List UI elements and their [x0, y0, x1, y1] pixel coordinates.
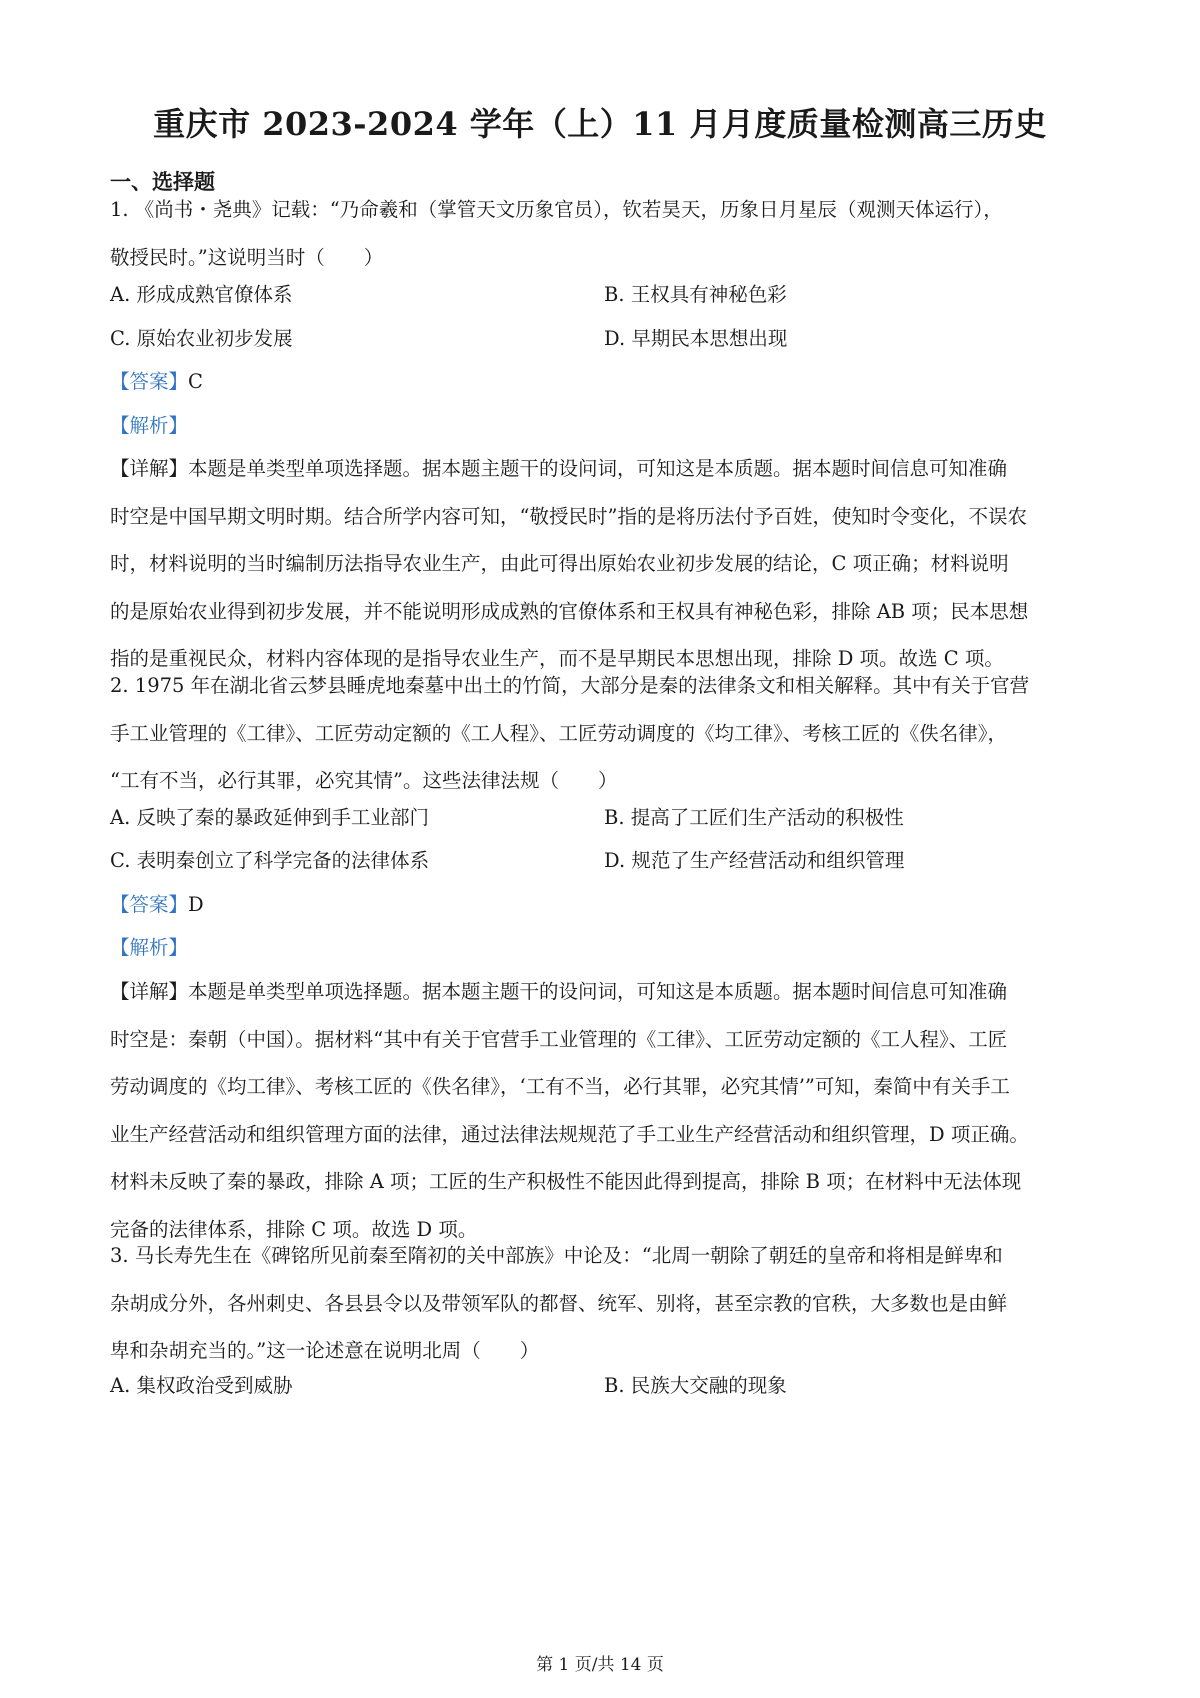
detail-line: 时空是中国早期文明时期。结合所学内容可知，“敬授民时”指的是将历法付予百姓，使知时令变化，不误农 — [110, 504, 1027, 528]
detail-line: 时，材料说明的当时编制历法指导农业生产，由此可得出原始农业初步发展的结论，C 项正确；材料说明 — [110, 552, 1009, 575]
question-2-option-b: B. 提高了工匠们生产活动的积极性 — [604, 806, 904, 829]
detail-label: 【详解】 — [110, 457, 189, 480]
question-3-option-b: B. 民族大交融的现象 — [604, 1374, 787, 1397]
question-2-stem-line: 2. 1975 年在湖北省云梦县睡虎地秦墓中出土的竹简，大部分是秦的法律条文和相关解释。其中有关于官营 — [110, 674, 1030, 697]
question-2-answer — [110, 891, 204, 919]
answer-label: 【答案】 — [110, 370, 189, 393]
question-1-option-d: D. 早期民本思想出现 — [604, 327, 788, 350]
question-1-detail — [110, 445, 1102, 683]
question-3-stem-line: 3. 马长寿先生在《碑铭所见前秦至隋初的关中部族》中论及：“北周一朝除了朝廷的皇帝和将相是鲜卑和 — [110, 1244, 1003, 1267]
question-2-detail — [110, 968, 1102, 1253]
question-2-analysis-label: 【解析】 — [110, 936, 189, 959]
question-2-option-c: C. 表明秦创立了科学完备的法律体系 — [110, 849, 430, 872]
section-heading: 一、选择题 — [110, 169, 215, 194]
detail-line — [110, 968, 1102, 1016]
detail-line — [110, 445, 1102, 493]
detail-line: 材料未反映了秦的暴政，排除 A 项；工匠的生产积极性不能因此得到提高，排除 B 项；在材料中无法体现 — [110, 1170, 1022, 1193]
question-3-stem-line: 杂胡成分外，各州刺史、各县县令以及带领军队的都督、统军、别将，甚至宗教的官秩，大多数也是由鲜 — [110, 1291, 1008, 1315]
question-2-option-a: A. 反映了秦的暴政延伸到手工业部门 — [110, 806, 429, 829]
question-2-stem-line: 手工业管理的《工律》、工匠劳动定额的《工人程》、工匠劳动调度的《均工律》、考核工匠的《佚名律》， — [110, 721, 1008, 745]
question-2-option-d: D. 规范了生产经营活动和组织管理 — [604, 849, 905, 872]
question-1-option-c: C. 原始农业初步发展 — [110, 327, 293, 350]
page-title: 重庆市 2023-2024 学年（上）11 月月度质量检测高三历史 — [153, 105, 1047, 143]
question-1-stem — [110, 186, 1102, 281]
question-1-stem-line: 敬授民时。”这说明当时（ ） — [110, 245, 384, 269]
answer-value: D — [188, 893, 204, 916]
question-3-option-a: A. 集权政治受到威胁 — [110, 1374, 293, 1397]
detail-line: 的是原始农业得到初步发展，并不能说明形成成熟的官僚体系和王权具有神秘色彩，排除 AB 项；民本思想 — [110, 599, 1029, 623]
detail-line: 劳动调度的《均工律》、考核工匠的《佚名律》，‘工有不当，必行其罪，必究其情’”可知，秦简中有关手工 — [110, 1075, 1010, 1098]
question-3-stem — [110, 1232, 1102, 1375]
question-1-option-a: A. 形成成熟官僚体系 — [110, 283, 293, 306]
detail-text: 本题是单类型单项选择题。据本题主题干的设问词，可知这是本质题。据本题时间信息可知准确 — [188, 980, 1008, 1003]
detail-label: 【详解】 — [110, 980, 189, 1003]
question-2-stem-line: “工有不当，必行其罪，必究其情”。这些法律法规（ ） — [110, 769, 618, 792]
question-2-stem — [110, 662, 1102, 805]
answer-value: C — [188, 370, 203, 393]
question-1-answer — [110, 368, 203, 396]
detail-line: 业生产经营活动和组织管理方面的法律，通过法律法规规范了手工业生产经营活动和组织管理，D 项正确。 — [110, 1122, 1029, 1146]
question-1-analysis-label: 【解析】 — [110, 414, 189, 437]
question-1-option-b: B. 王权具有神秘色彩 — [604, 283, 787, 306]
detail-text: 本题是单类型单项选择题。据本题主题干的设问词，可知这是本质题。据本题时间信息可知准确 — [188, 457, 1008, 480]
answer-label: 【答案】 — [110, 893, 189, 916]
question-1-stem-line: 1. 《尚书・尧典》记载：“乃命羲和（掌管天文历象官员），钦若昊天，历象日月星辰（观测天体运行）， — [110, 198, 1003, 221]
question-3-stem-line: 卑和杂胡充当的。”这一论述意在说明北周（ ） — [110, 1339, 540, 1362]
detail-line: 完备的法律体系，排除 C 项。故选 D 项。 — [110, 1217, 478, 1241]
detail-line: 时空是：秦朝（中国）。据材料“其中有关于官营手工业管理的《工律》、工匠劳动定额的《工人程》、工匠 — [110, 1027, 1008, 1051]
page-footer: 第 1 页/共 14 页 — [536, 1655, 664, 1675]
detail-line: 指的是重视民众，材料内容体现的是指导农业生产，而不是早期民本思想出现，排除 D 项。故选 C 项。 — [110, 647, 1004, 670]
